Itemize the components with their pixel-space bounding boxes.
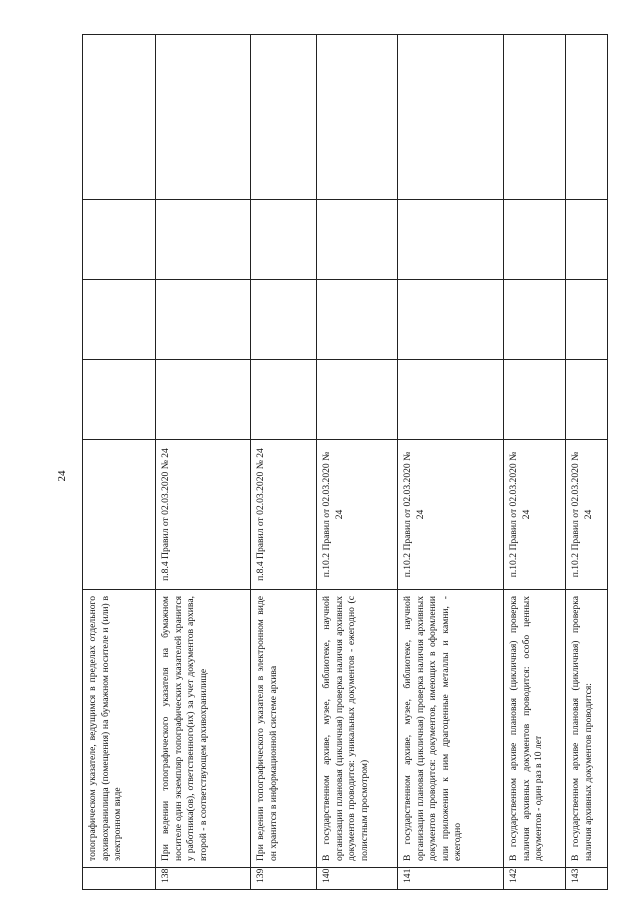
empty-cell [317,35,398,200]
row-number: 141 [398,868,504,890]
legal-reference: п.10.2 Правил от 02.03.2020 № 24 [504,440,566,590]
table-row [317,35,398,890]
legal-reference [83,440,156,590]
legal-reference: п.8.4 Правил от 02.03.2020 № 24 [251,440,317,590]
rotated-table-container [82,35,607,890]
empty-cell [251,280,317,360]
row-number: 138 [156,868,251,890]
empty-cell [566,360,608,440]
empty-cell [251,360,317,440]
row-number [83,868,156,890]
empty-cell [398,280,504,360]
empty-cell [504,280,566,360]
requirement-text: При ведении топографического указателя в электронном виде он хранится в информационной системе архива [251,590,317,868]
page-number: 24 [56,470,68,482]
empty-cell [398,200,504,280]
empty-cell [251,35,317,200]
table-row [251,35,317,890]
empty-cell [156,280,251,360]
empty-cell [317,200,398,280]
table-row [566,35,608,890]
row-number: 143 [566,868,608,890]
empty-cell [83,280,156,360]
empty-cell [566,280,608,360]
table-row [83,35,156,890]
empty-cell [83,35,156,200]
empty-cell [566,200,608,280]
empty-cell [156,200,251,280]
table-row [398,35,504,890]
requirements-table [82,34,608,890]
empty-cell [398,35,504,200]
empty-cell [251,200,317,280]
requirement-text: В государственном архиве плановая (цикличная) проверка наличия архивных документов проводится: особо ценных документов - один раз в 10 лет [504,590,566,868]
legal-reference: п.8.4 Правил от 02.03.2020 № 24 [156,440,251,590]
row-number: 140 [317,868,398,890]
table-row [504,35,566,890]
empty-cell [317,360,398,440]
legal-reference: п.10.2 Правил от 02.03.2020 № 24 [566,440,608,590]
legal-reference: п.10.2 Правил от 02.03.2020 № 24 [317,440,398,590]
empty-cell [156,360,251,440]
requirement-text: В государственном архиве, музее, библиотеке, научной организации плановая (цикличная) проверка наличия архивных документов проводится: уникальных документов - ежегодно (с полистным просмотром) [317,590,398,868]
requirement-text: При ведении топографического указателя на бумажном носителе один экземпляр топографических указателей хранится у работника(ов), ответственного(их) за учет документов архива, второй - в соответствующем архивохранилище [156,590,251,868]
empty-cell [317,280,398,360]
requirement-text: топографическом указателе, ведущимся в пределах отдельного архивохранилища (помещения) на бумажном носителе и (или) в электронном виде [83,590,156,868]
empty-cell [504,200,566,280]
row-number: 142 [504,868,566,890]
empty-cell [504,360,566,440]
legal-reference: п.10.2 Правил от 02.03.2020 № 24 [398,440,504,590]
empty-cell [83,360,156,440]
requirement-text: В государственном архиве плановая (цикличная) проверка наличия архивных документов проводится: [566,590,608,868]
row-number: 139 [251,868,317,890]
empty-cell [504,35,566,200]
table-row [156,35,251,890]
empty-cell [398,360,504,440]
empty-cell [83,200,156,280]
empty-cell [566,35,608,200]
requirement-text: В государственном архиве, музее, библиотеке, научной организации плановая (цикличная) проверка наличия архивных документов проводится: документов, имеющих в оформлении или приложении к ним драгоценные металлы и камни, - ежегодно [398,590,504,868]
empty-cell [156,35,251,200]
